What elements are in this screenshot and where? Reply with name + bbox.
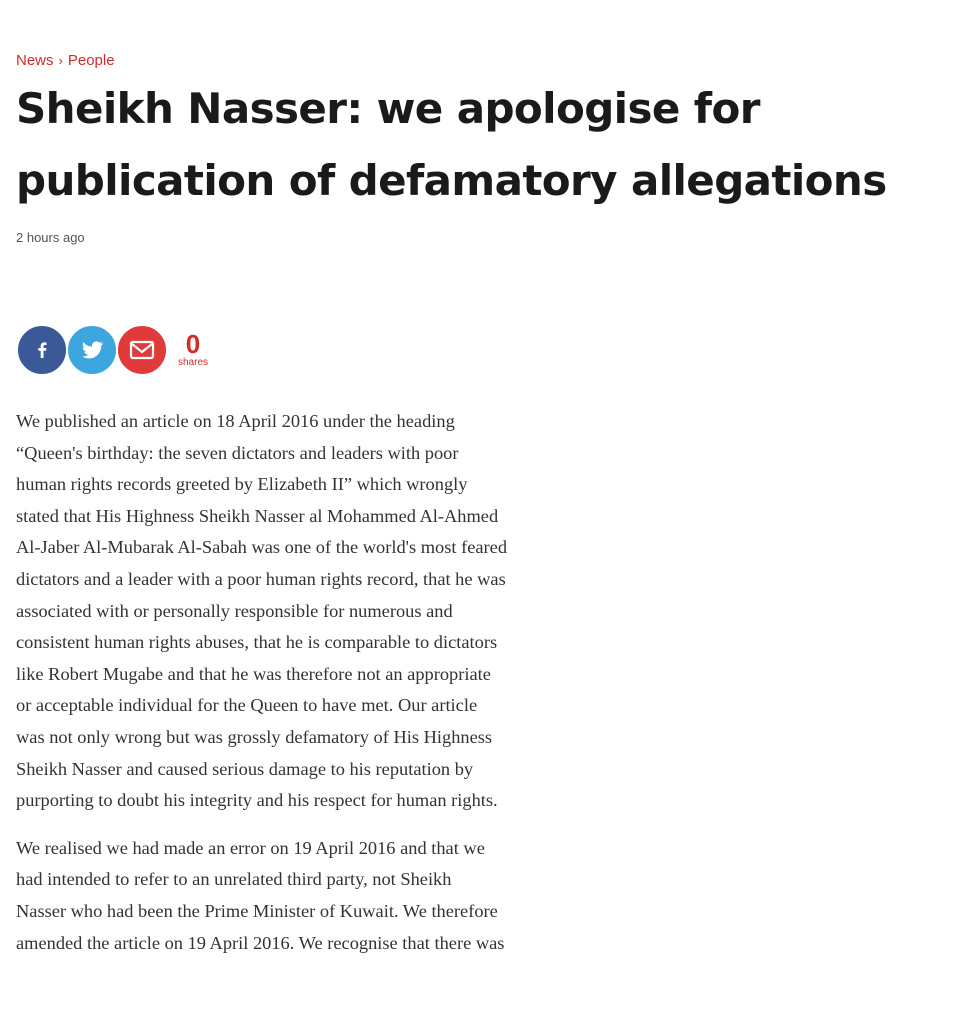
text-line: was not only wrong but was grossly defamatory of His Highness — [16, 726, 493, 747]
text-line: purporting to doubt his integrity and his respect for human rights. — [16, 790, 498, 811]
breadcrumb — [16, 50, 956, 72]
share-bar — [16, 322, 208, 378]
text-line: dictators and a leader with a poor human rights record, that he was — [16, 568, 506, 589]
facebook-icon — [31, 339, 53, 361]
text-line: “Queen's birthday: the seven dictators and leaders with poor — [16, 442, 459, 463]
text-line: or acceptable individual for the Queen to have met. Our article — [16, 695, 478, 716]
breadcrumb-people-link[interactable]: People — [67, 52, 115, 69]
text-line: consistent human rights abuses, that he is comparable to dictators — [16, 632, 498, 653]
article-body — [16, 406, 646, 975]
text-line: Sheikh Nasser and caused serious damage to his reputation by — [16, 758, 474, 779]
text-line: like Robert Mugabe and that he was therefore not an appropriate — [16, 663, 491, 684]
text-line: Al-Jaber Al-Mubarak Al-Sabah was one of the world's most feared — [16, 537, 508, 558]
text-line: associated with or personally responsible for numerous and — [16, 600, 453, 621]
facebook-share-button[interactable] — [16, 324, 68, 376]
twitter-share-button[interactable] — [66, 324, 118, 376]
text-line: human rights records greeted by Elizabeth II” which wrongly — [16, 474, 468, 495]
text-line: We realised we had made an error on 19 April 2016 and that we — [16, 837, 485, 858]
article-page — [16, 50, 956, 953]
headline-line: Sheikh Nasser: we apologise for — [16, 84, 760, 133]
text-line: amended the article on 19 April 2016. We recognise that there was — [16, 932, 505, 953]
breadcrumb-news-link[interactable]: News — [16, 52, 54, 69]
share-counter — [178, 331, 208, 369]
share-count-label: shares — [178, 357, 209, 368]
text-line: stated that His Highness Sheikh Nasser al Mohammed Al-Ahmed — [16, 505, 499, 526]
article-paragraph — [16, 833, 646, 959]
share-count-value: 0 — [185, 329, 201, 359]
text-line: had intended to refer to an unrelated third party, not Sheikh — [16, 869, 452, 890]
email-share-button[interactable] — [116, 324, 168, 376]
article-paragraph — [16, 406, 646, 817]
headline-line: publication of defamatory allegations — [16, 156, 887, 205]
breadcrumb-separator: › — [58, 53, 63, 68]
text-line: Nasser who had been the Prime Minister of Kuwait. We therefore — [16, 900, 498, 921]
page-title — [16, 72, 956, 218]
twitter-icon — [79, 337, 105, 363]
text-line: We published an article on 18 April 2016 under the heading — [16, 411, 455, 431]
email-icon — [128, 339, 156, 361]
article-timestamp: 2 hours ago — [16, 230, 85, 245]
